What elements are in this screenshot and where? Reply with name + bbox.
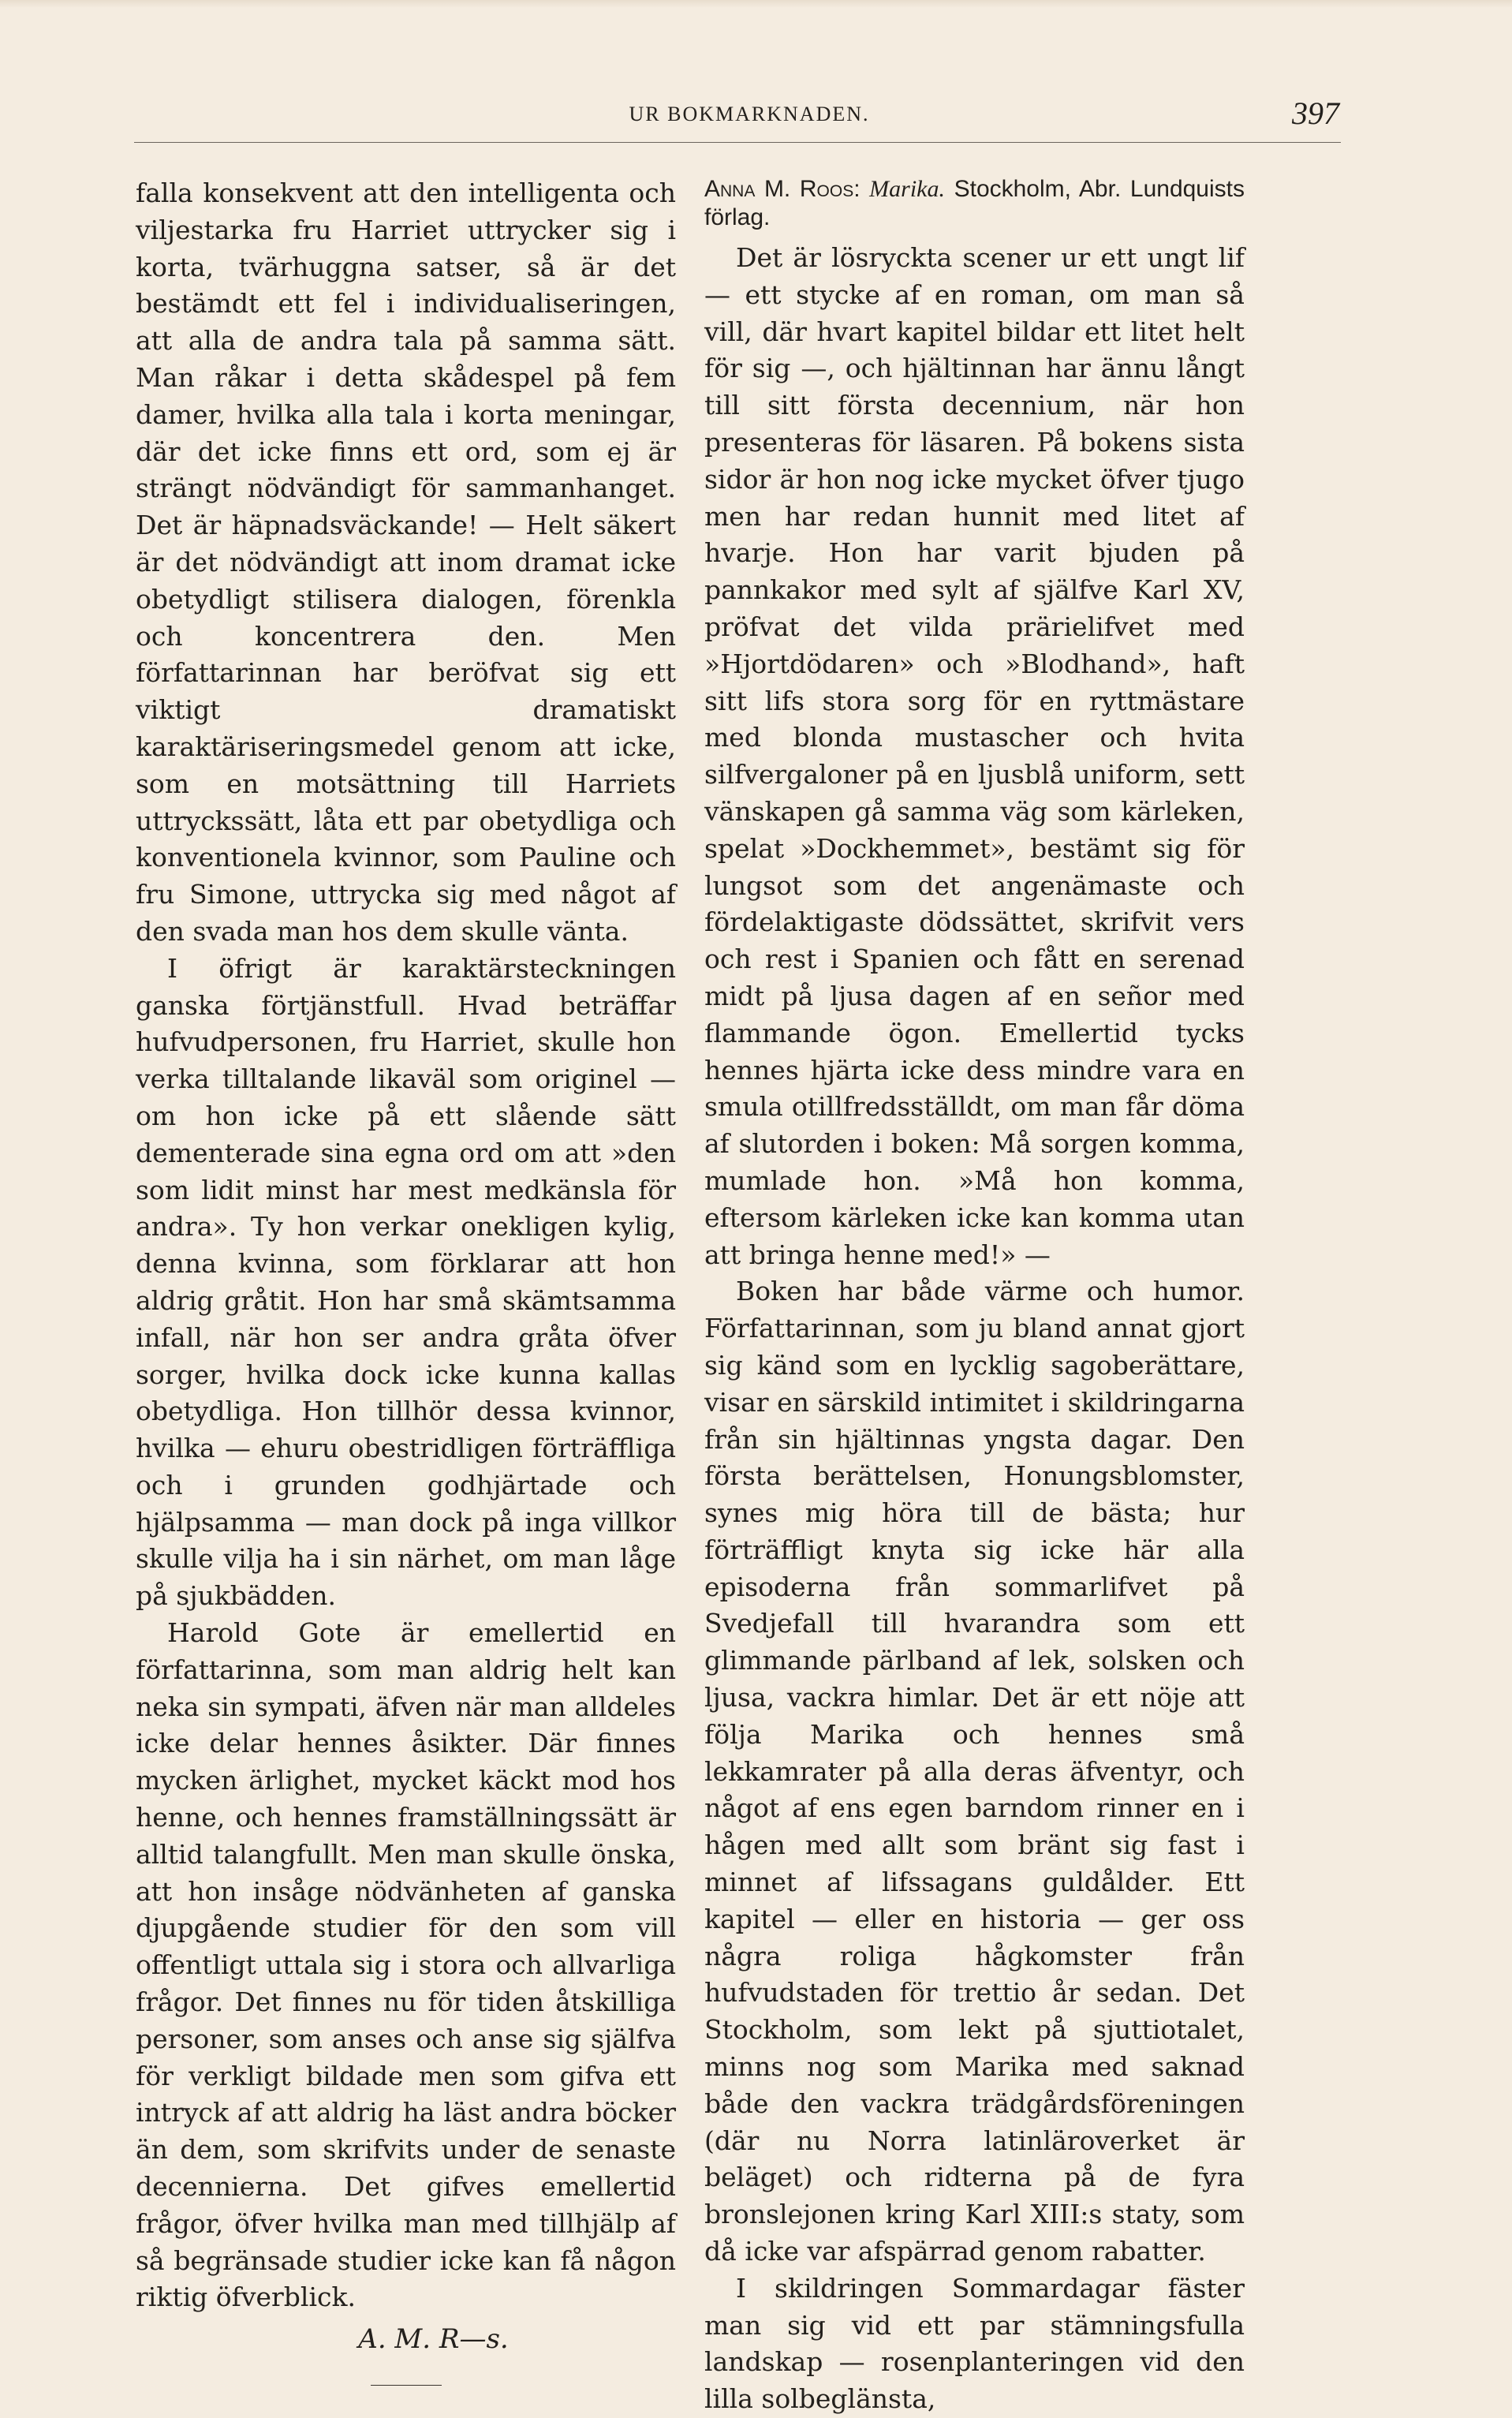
paragraph: falla konsekvent att den intelligenta och viljestarka fru Harriet uttrycker sig i korta, tvärhuggna satser, så är det bestämdt ett fel i individualiseringen, att alla de andra tala på samma sätt. Man råkar i detta skådespel på fem damer, hvilka alla tala i korta meningar, där det icke finns ett ord, som ej är strängt nödvändigt för sammanhanget. Det är häpnadsväckande! — Helt säkert är det nödvändigt att inom dramat icke obetydligt stilisera dialogen, förenkla och koncentrera den. Men författarinnan har beröfvat sig ett viktigt dramatiskt karaktäriseringsmedel genom att icke, som en motsättning till Harriets uttryckssätt, låta ett par obetydliga och konventionela kvinnor, som Pauline och fru Simone, uttrycka sig med något af den svada man hos dem skulle vänta. bbox=[136, 178, 676, 947]
page-top-edge bbox=[0, 0, 1512, 8]
paragraph: I skildringen Sommardagar fäster man sig vid ett par stämningsfulla landskap — rosenplanteringen vid den lilla solbeglänsta, bbox=[704, 2272, 1245, 2415]
right-column bbox=[704, 175, 1245, 2418]
citation-author: Anna M. Roos: bbox=[704, 176, 861, 202]
left-column bbox=[136, 175, 676, 2386]
end-rule bbox=[371, 2385, 442, 2386]
paragraph: Det är lösryckta scener ur ett ungt lif — ett stycke af en roman, om man så vill, där hvart kapitel bildar ett litet helt för sig —, och hjältinnan har ännu långt till sitt första decennium, när hon presenteras för läsaren. På bokens sista sidor är hon nog icke mycket öfver tjugo men har redan hunnit med litet af hvarje. Hon har varit bjuden på pannkakor med sylt af själfve Karl XV, pröfvat det vilda prärielifvet med »Hjortdödaren» och »Blodhand», haft sitt lifs stora sorg för en ryttmästare med blonda mustascher och hvita silfvergaloner på en ljusblå uniform, sett vänskapen gå samma väg som kärleken, spelat »Dockhemmet», bestämt sig för lungsot som det angenämaste och fördelaktigaste dödssättet, skrifvit vers och rest i Spanien och fått en serenad midt på ljusa dagen af en señor med flammande ögon. Emellertid tycks hennes hjärta icke dess mindre vara en smula otillfredsställdt, om man får döma af slutorden i boken: Må sorgen komma, mumlade hon. »Må hon komma, eftersom kärleken icke kan komma utan att bringa henne med!» — bbox=[704, 242, 1245, 1270]
page-number: 397 bbox=[1292, 95, 1339, 131]
citation-publisher: Stockholm, Abr. Lundquists förlag. bbox=[704, 176, 1245, 230]
paragraph: Harold Gote är emellertid en författarinna, som man aldrig helt kan neka sin sympati, äfven när man alldeles icke delar hennes åsikter. Där finnes mycken ärlighet, mycket käckt mod hos henne, och hennes framställningssätt är alltid talangfullt. Men man skulle önska, att hon insåge nödvänheten af ganska djupgående studier för den som vill offentligt uttala sig i stora och allvarliga frågor. Det finnes nu för tiden åtskilliga personer, som anses och anse sig själfva för verkligt bildade men som gifva ett intryck af att aldrig ha läst andra böcker än dem, som skrifvits under de senaste decennierna. Det gifves emellertid frågor, öfver hvilka man med tillhjälp af så begränsade studier icke kan få någon riktig öfverblick. bbox=[136, 1617, 676, 2313]
header-rule bbox=[134, 142, 1341, 143]
citation-title: Marika. bbox=[869, 176, 945, 202]
running-head: UR BOKMARKNADEN. bbox=[629, 103, 870, 125]
paragraph: I öfrigt är karaktärsteckningen ganska förtjänstfull. Hvad beträffar hufvudpersonen, fru Harriet, skulle hon verka tilltalande likaväl som originel — om hon icke på ett slående sätt dementerade sina egna ord om att »den som lidit minst har mest medkänsla för andra». Ty hon verkar onekligen kylig, denna kvinna, som förklarar att hon aldrig gråtit. Hon har små skämtsamma infall, när hon ser andra gråta öfver sorger, hvilka dock icke kunna kallas obetydliga. Hon tillhör dessa kvinnor, hvilka — ehuru obestridligen förträffliga och i grunden godhjärtade och hjälpsamma — man dock på inga villkor skulle vilja ha i sin närhet, om man låge på sjukbädden. bbox=[136, 952, 676, 1612]
book-citation bbox=[704, 175, 1245, 232]
paragraph: Boken har både värme och humor. Författarinnan, som ju bland annat gjort sig känd som en lycklig sagoberättare, visar en särskild intimitet i skildringarna från sin hjältinnas yngsta dagar. Den första berättelsen, Honungsblomster, synes mig höra till de bästa; hur förträffligt knyta sig icke här alla episoderna från sommarlifvet på Svedjefall till hvarandra som ett glimmande pärlband af lek, solsken och ljusa, vackra himlar. Det är ett nöje att följa Marika och hennes små lekkamrater på alla deras äfventyr, och något af ens egen barndom rinner en i hågen med allt som bränt sig fast i minnet af lifssagans guldålder. Ett kapitel — eller en historia — ger oss några roliga hågkomster från hufvudstaden för trettio år sedan. Det Stockholm, som lekt på sjuttiotalet, minns nog som Marika med saknad både den vackra trädgårdsföreningen (där nu Norra latinläroverket är beläget) och ridterna på de fyra bronslejonen kring Karl XIII:s staty, som då icke var afspärrad genom rabatter. bbox=[704, 1276, 1245, 2267]
author-signature: A. M. R—s. bbox=[358, 2323, 509, 2356]
